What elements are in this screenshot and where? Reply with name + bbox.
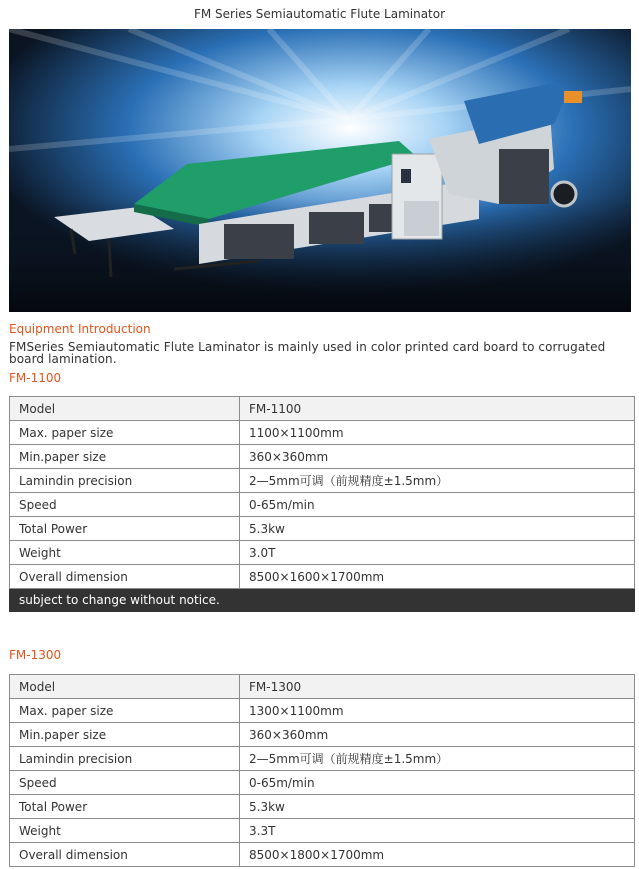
spec-table-fm-1100 xyxy=(9,396,635,612)
model-heading-fm-1100: FM-1100 xyxy=(9,371,62,385)
spec-label: Lamindin precision xyxy=(10,747,240,771)
spec-value: 360×360mm xyxy=(240,445,635,469)
spec-value: 2—5mm可调（前规精度±1.5mm） xyxy=(240,747,635,771)
spec-table-fm-1300 xyxy=(9,674,635,867)
spec-value: 2—5mm可调（前规精度±1.5mm） xyxy=(240,469,635,493)
table-row xyxy=(10,795,635,819)
table-row xyxy=(10,517,635,541)
spec-label: Max. paper size xyxy=(10,699,240,723)
spec-value: FM-1100 xyxy=(240,397,635,421)
spec-label: Min.paper size xyxy=(10,445,240,469)
spec-value: 360×360mm xyxy=(240,723,635,747)
table-row xyxy=(10,699,635,723)
spec-value: 8500×1600×1700mm xyxy=(240,565,635,589)
table-row xyxy=(10,445,635,469)
spec-label: Total Power xyxy=(10,795,240,819)
spec-value: 1300×1100mm xyxy=(240,699,635,723)
spec-value: FM-1300 xyxy=(240,675,635,699)
laminator-machine-illustration xyxy=(9,29,631,312)
spec-value: 3.0T xyxy=(240,541,635,565)
table-row xyxy=(10,541,635,565)
spec-value: 5.3kw xyxy=(240,795,635,819)
table-row xyxy=(10,397,635,421)
table-row xyxy=(10,421,635,445)
table-row xyxy=(10,589,635,612)
spec-label: Lamindin precision xyxy=(10,469,240,493)
spec-label: Speed xyxy=(10,493,240,517)
spec-value: 0-65m/min xyxy=(240,771,635,795)
spec-label: Total Power xyxy=(10,517,240,541)
model-heading-fm-1300: FM-1300 xyxy=(9,648,62,662)
table-row xyxy=(10,565,635,589)
intro-text: FMSeries Semiautomatic Flute Laminator is mainly used in color printed card board to corrugated board lamination. xyxy=(9,340,606,366)
disclaimer-note: subject to change without notice. xyxy=(10,589,635,612)
spec-label: Weight xyxy=(10,541,240,565)
spec-label: Overall dimension xyxy=(10,565,240,589)
intro-heading: Equipment Introduction xyxy=(9,322,151,336)
page-title: FM Series Semiautomatic Flute Laminator xyxy=(193,7,446,21)
spec-label: Min.paper size xyxy=(10,723,240,747)
spec-label: Model xyxy=(10,397,240,421)
spec-label: Speed xyxy=(10,771,240,795)
spec-label: Weight xyxy=(10,819,240,843)
spec-value: 0-65m/min xyxy=(240,493,635,517)
table-row xyxy=(10,469,635,493)
table-row xyxy=(10,675,635,699)
spec-label: Model xyxy=(10,675,240,699)
table-row xyxy=(10,819,635,843)
spec-value: 3.3T xyxy=(240,819,635,843)
spec-value: 1100×1100mm xyxy=(240,421,635,445)
table-row xyxy=(10,771,635,795)
product-image xyxy=(9,29,631,312)
spec-value: 8500×1800×1700mm xyxy=(240,843,635,867)
table-row xyxy=(10,493,635,517)
table-row xyxy=(10,723,635,747)
table-row xyxy=(10,747,635,771)
spec-label: Overall dimension xyxy=(10,843,240,867)
spec-value: 5.3kw xyxy=(240,517,635,541)
table-row xyxy=(10,843,635,867)
spec-label: Max. paper size xyxy=(10,421,240,445)
